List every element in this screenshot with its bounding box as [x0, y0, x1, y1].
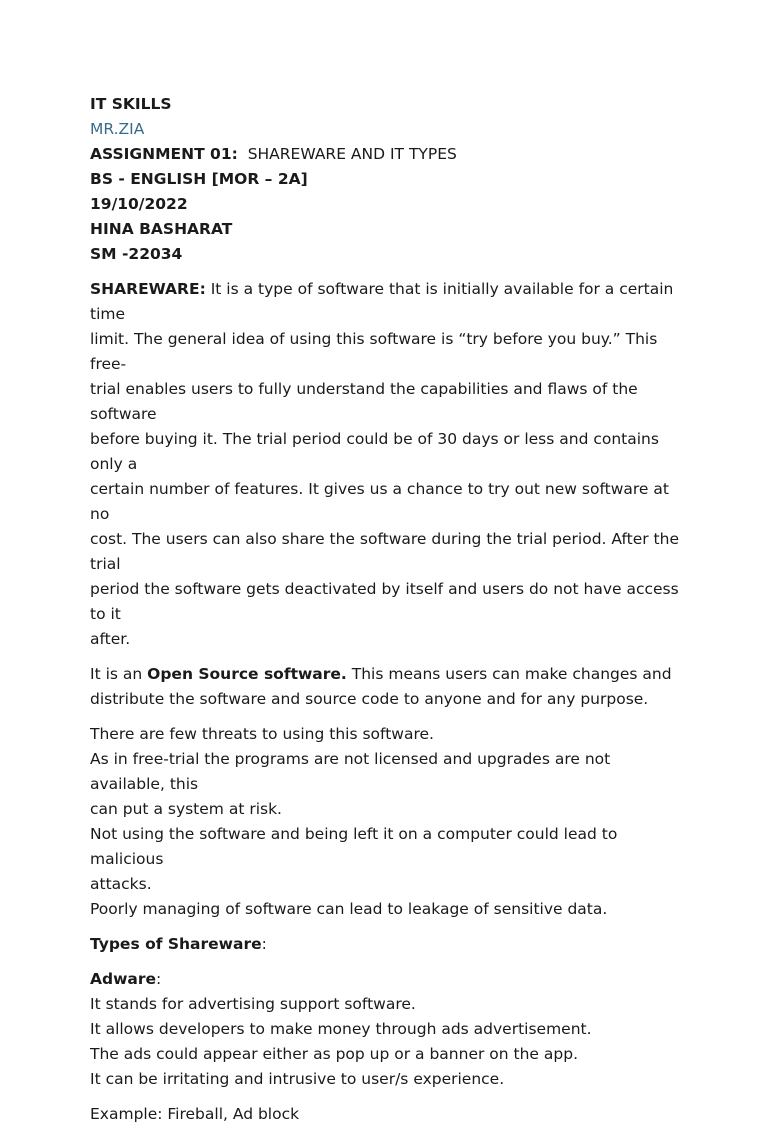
- assignment-title: SHAREWARE AND IT TYPES: [247, 145, 457, 163]
- shareware-line: cost. The users can also share the software during the trial period. After the trial: [90, 530, 679, 573]
- threat-line: As in free-trial the programs are not licensed and upgrades are not available, this: [90, 750, 611, 793]
- student-id: SM -22034: [90, 245, 183, 263]
- adware-line: The ads could appear either as pop up or a banner on the app.: [90, 1045, 578, 1063]
- threat-line: There are few threats to using this software.: [90, 725, 434, 743]
- adware-line: It can be irritating and intrusive to user/s experience.: [90, 1070, 505, 1088]
- threat-line: attacks.: [90, 875, 152, 893]
- adware-example: Example: Fireball, Ad block: [90, 1105, 300, 1123]
- adware-section: Adware: It stands for advertising support software. It allows developers to make money through ads advertisement. The ads could appear either as pop up or a banner on the app. It can be irritating and intrusive to user/s experience. Example: Fireball, Ad block: [90, 967, 680, 1127]
- program-line: BS - ENGLISH [MOR – 2A]: [90, 170, 308, 188]
- student-name: HINA BASHARAT: [90, 220, 233, 238]
- adware-line: It allows developers to make money through ads advertisement.: [90, 1020, 592, 1038]
- adware-heading: Adware: [90, 970, 157, 988]
- assignment-line: ASSIGNMENT 01: SHAREWARE AND IT TYPES: [90, 145, 457, 163]
- shareware-line: limit. The general idea of using this software is “try before you buy.” This free-: [90, 330, 658, 373]
- shareware-line: after.: [90, 630, 131, 648]
- types-heading: Types of Shareware:: [90, 935, 267, 953]
- shareware-line: period the software gets deactivated by itself and users do not have access to it: [90, 580, 679, 623]
- date-line: 19/10/2022: [90, 195, 188, 213]
- shareware-line: before buying it. The trial period could be of 30 days or less and contains only a: [90, 430, 659, 473]
- threat-line: Poorly managing of software can lead to leakage of sensitive data.: [90, 900, 608, 918]
- open-source-term: Open Source software: [147, 665, 341, 683]
- shareware-term: SHAREWARE: [90, 280, 200, 298]
- threat-line: Not using the software and being left it on a computer could lead to malicious: [90, 825, 618, 868]
- shareware-line: It is a type of software that is initially available for a certain time: [90, 280, 674, 323]
- shareware-line: certain number of features. It gives us a chance to try out new software at no: [90, 480, 669, 523]
- open-source-paragraph: It is an Open Source software. This means users can make changes and distribute the software and source code to anyone and for any purpose.: [90, 662, 680, 712]
- adware-line: It stands for advertising support software.: [90, 995, 416, 1013]
- shareware-line: trial enables users to fully understand the capabilities and flaws of the software: [90, 380, 638, 423]
- threat-line: can put a system at risk.: [90, 800, 282, 818]
- shareware-paragraph: SHAREWARE: It is a type of software that is initially available for a certain time limit. The general idea of using this software is “try before you buy.” This free- trial enables users to fully understand the capabilities and flaws of the software before buying it. The trial period could be of 30 days or less and contains only a certain number of features. It gives us a chance to try out new software at no cost. The users can also share the software during the trial period. After the trial period the software gets deactivated by itself and users do not have access to it after.: [90, 277, 680, 652]
- open-source-line: distribute the software and source code to anyone and for any purpose.: [90, 690, 649, 708]
- assignment-label: ASSIGNMENT 01: [90, 145, 232, 163]
- document-body: [90, 92, 680, 1127]
- threats-paragraph: [90, 722, 680, 922]
- course-title: IT SKILLS: [90, 95, 172, 113]
- teacher-name: MR.ZIA: [90, 120, 145, 138]
